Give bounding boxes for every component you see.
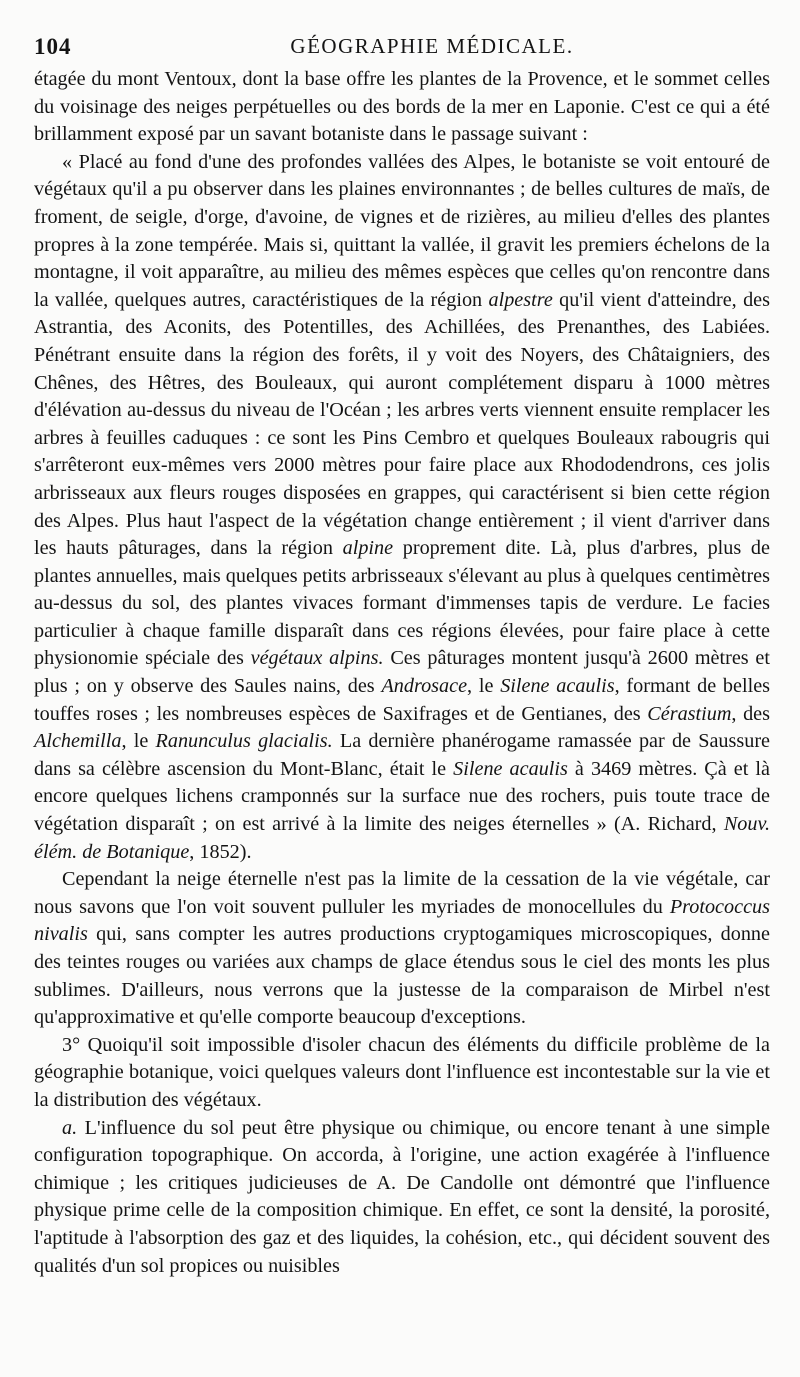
text-run: Cependant la neige éternelle n'est pas la limite de la cessation de la vie végétale, car nous savons que l'on voit souvent pulluler les myriades de monocellules du [34, 868, 770, 918]
page-number: 104 [34, 34, 72, 59]
italic-term: Alchemilla [34, 730, 122, 753]
running-header [34, 30, 770, 66]
italic-term: Protococcus nivalis [34, 895, 770, 946]
paragraph [34, 149, 770, 866]
paragraph [34, 866, 770, 1032]
italic-term: alpine [342, 537, 394, 560]
running-title: GÉOGRAPHIE MÉDICALE. [290, 34, 574, 58]
text-run: à 3469 mètres. Çà et là encore quelques lichens cramponnés sur la surface nue des rochers, puis toute trace de végétation disparaît ; on est arrivé à la limite des neiges éternelles » (A. Richard, [34, 757, 770, 836]
list-marker: a. [62, 1116, 78, 1139]
paragraph [34, 1115, 770, 1281]
text-run: « Placé au fond d'une des profondes vallées des Alpes, le botaniste se voit entouré de végétaux qu'il a pu observer dans les plaines environnantes ; de belles cultures de maïs, de froment, de seigle, d'orge, d'avoine, de vignes et de rizières, au milieu d'elles des plantes propres à la zone tempérée. Mais si, quittant la vallée, il gravit les premiers échelons de la montagne, il voit apparaître, au milieu des mêmes espèces que celles qu'on rencontre dans la vallée, quelques autres, caractéristiques de la région [34, 150, 770, 311]
text-run: La dernière phanérogame ramassée par de Saussure dans sa célèbre ascension du Mont-Blanc, était le [34, 730, 770, 780]
text-run: , le [467, 675, 501, 698]
text-run: proprement dite. Là, plus d'arbres, plus de plantes annuelles, mais quelques petits arbrisseaux s'élevant au plus à quelques centimètres au-dessus du sol, des plantes vivaces formant d'immenses tapis de verdure. Le facies particulier à chaque famille disparaît dans ces régions élevées, pour faire place à cette physionomie spéciale des [34, 537, 770, 670]
text-run: , des [731, 702, 770, 725]
italic-term: alpestre [488, 288, 553, 311]
paragraph [34, 1032, 770, 1115]
body-text [34, 66, 770, 1280]
italic-term: Nouv. élém. de Botanique [34, 813, 770, 863]
text-run: Ces pâturages montent jusqu'à 2600 mètres et plus ; on y observe des Saules nains, des [34, 647, 771, 698]
text-run: qui, sans compter les autres productions cryptogamiques microscopiques, donne des teintes rouges ou variées aux champs de glace étendus sous le ciel des monts les plus sublimes. D'ailleurs, nous verrons que la justesse de la comparaison de Mirbel n'est qu'approximative et qu'elle comporte beaucoup d'exceptions. [34, 923, 770, 1029]
text-run: 3° Quoiqu'il soit impossible d'isoler chacun des éléments du difficile problème de la géographie botanique, voici quelques valeurs dont l'influence est incontestable sur la vie et la distribution des végétaux. [34, 1033, 770, 1111]
text-run: , formant de belles touffes roses ; les nombreuses espèces de Saxifrages et de Gentianes, des [34, 675, 771, 725]
italic-term: végétaux alpins. [250, 647, 384, 670]
text-run: étagée du mont Ventoux, dont la base offre les plantes de la Provence, et le sommet celles du voisinage des neiges perpétuelles ou des bords de la mer en Laponie. C'est ce qui a été brillamment exposé par un savant botaniste dans le passage suivant : [34, 68, 770, 146]
italic-term: Androsace [381, 675, 468, 698]
italic-term: Cérastium [647, 702, 732, 725]
italic-term: Silene acaulis [453, 757, 568, 780]
text-run: qu'il vient d'atteindre, des Astrantia, des Aconits, des Potentilles, des Achillées, des Prenanthes, des Labiées. Pénétrant ensuite dans la région des forêts, il y voit des Noyers, des Châtaigniers, des Chênes, des Hêtres, des Bouleaux, qui auront complétement disparu à 1000 mètres d'élévation au-dessus du niveau de l'Océan ; les arbres verts viennent ensuite remplacer les arbres à feuilles caduques : ce sont les Pins Cembro et quelques Bouleaux rabougris qui s'arrêteront eux-mêmes vers 2000 mètres pour faire place aux Rhododendrons, ces jolis arbrisseaux aux fleurs rouges disposées en grappes, qui caractérisent si bien cette région des Alpes. Plus haut l'aspect de la végétation change entièrement ; il vient d'arriver dans les hauts pâturages, dans la région [34, 288, 770, 560]
text-run: , le [121, 730, 156, 753]
italic-term: Silene acaulis [500, 675, 615, 698]
paragraph [34, 66, 770, 149]
text-run: , 1852). [189, 840, 252, 863]
italic-term: Ranunculus glacialis. [155, 730, 333, 753]
text-run: L'influence du sol peut être physique ou chimique, ou encore tenant à une simple configuration topographique. On accorda, à l'origine, une action exagérée à l'influence chimique ; les critiques judicieuses de A. De Candolle ont démontré que l'influence physique prime celle de la composition chimique. En effet, ce sont la densité, la porosité, l'aptitude à l'absorption des gaz et des liquides, la cohésion, etc., qui décident souvent des qualités d'un sol propices ou nuisibles [34, 1116, 770, 1277]
